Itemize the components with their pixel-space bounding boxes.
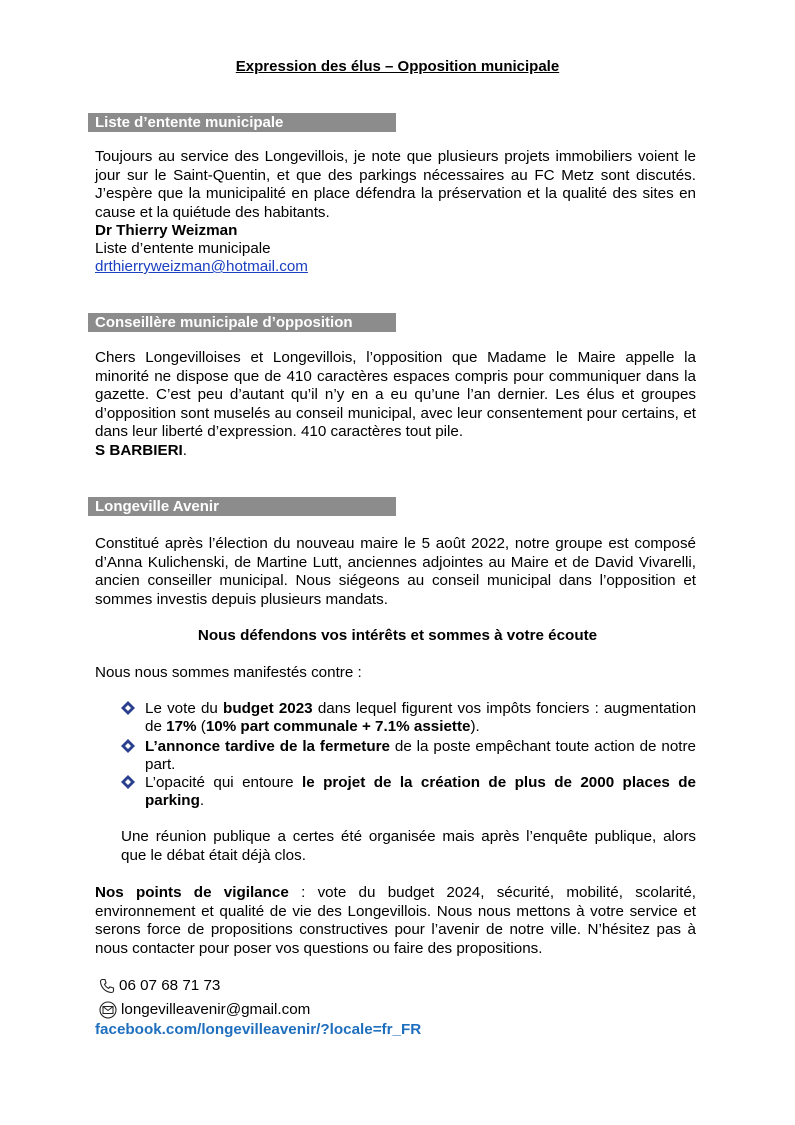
contact-email-link[interactable]: longevilleavenir@gmail.com: [121, 1001, 311, 1018]
facebook-link[interactable]: facebook.com/longevilleavenir/?locale=fr_FR: [95, 1021, 422, 1038]
section1-body: Toujours au service des Longevillois, je note que plusieurs projets immobiliers voient le jour sur le Saint-Quentin, et que des parkings nécessaires au FC Metz sont discutés. J’espère que la municipalité en place défendra la préservation et la qualité des sites en cause et la quiétude des habitants.: [95, 148, 696, 221]
section2-author-suffix: .: [182, 442, 187, 459]
bullet-text: [145, 700, 696, 736]
section2-body: Chers Longevilloises et Longevillois, l’opposition que Madame le Maire appelle la minorité ne dispose que de 410 caractères espaces compris pour communiquer dans la gazette. C’est peu d’autant qu’il n’y en a eu qu’une l’an dernier. Les élus et groupes d’opposition sont muselés au conseil municipal, avec leur consentement pour certains, et dans leur liberté d’expression. 410 caractères tout pile.: [95, 349, 696, 440]
section-heading-entente: Liste d’entente municipale: [88, 113, 396, 132]
bullet-segment: Le vote du: [145, 700, 224, 717]
envelope-icon: [99, 1001, 117, 1019]
vigilance-text: : vote du budget 2024, sécurité, mobilité, scolarité, environnement et qualité de vie des Longevillois. Nous nous mettons à votre service et serons force de propositions constructives pour l’avenir de notre ville. N’hésitez pas à nous contacter pour poser vos questions ou faire des propositions.: [95, 884, 696, 957]
section3-intro: Constitué après l’élection du nouveau maire le 5 août 2022, notre groupe est composé d’Anna Kulichenski, de Martine Lutt, anciennes adjointes au Maire et de David Vivarelli, ancien conseiller municipal. Nous siégeons au conseil municipal dans l’opposition et sommes investis depuis plusieurs mandats.: [95, 535, 696, 608]
email-contact: [99, 1001, 310, 1019]
section1-group: Liste d’entente municipale: [95, 240, 271, 257]
section-heading-conseillere: Conseillère municipale d’opposition: [88, 313, 396, 332]
diamond-bullet-icon: [121, 775, 135, 789]
vigilance-paragraph: [95, 884, 696, 958]
phone-number: 06 07 68 71 73: [119, 977, 221, 994]
page-title: Expression des élus – Opposition municipale: [235, 58, 560, 75]
list-item: [121, 700, 696, 736]
diamond-bullet-icon: [121, 739, 135, 753]
bullet-segment: le projet de la création de plus de 2000 places de parking: [145, 774, 696, 809]
section1-email-link[interactable]: drthierryweizman@hotmail.com: [95, 258, 308, 275]
reunion-paragraph: Une réunion publique a certes été organisée mais après l’enquête publique, alors que le débat était déjà clos.: [121, 828, 696, 864]
bullet-segment: L’annonce tardive de la fermeture: [145, 738, 390, 755]
bullet-segment: (: [196, 718, 206, 735]
bullet-segment: ).: [470, 718, 480, 735]
section3-subheading: Nous défendons vos intérêts et sommes à votre écoute: [197, 627, 598, 644]
bullet-text: [145, 774, 696, 810]
bullet-segment: .: [199, 792, 205, 809]
bullet-segment: budget 2023: [223, 700, 313, 717]
phone-icon: [99, 978, 115, 994]
manifest-intro: Nous nous sommes manifestés contre :: [95, 664, 362, 681]
section2-signature: [95, 442, 187, 460]
section1-author: Dr Thierry Weizman: [95, 222, 238, 239]
bullet-segment: dans lequel figurent vos impôts fonciers : augmentation de: [145, 700, 697, 735]
section-heading-longeville-avenir: Longeville Avenir: [88, 497, 396, 516]
bullet-segment: 17%: [166, 718, 197, 735]
vigilance-label: Nos points de vigilance: [95, 884, 289, 901]
list-item: [121, 774, 696, 810]
list-item: [121, 738, 696, 774]
bullet-text: [145, 738, 696, 774]
diamond-bullet-icon: [121, 701, 135, 715]
bullet-segment: L’opacité qui entoure: [145, 774, 302, 791]
phone-contact: [99, 977, 220, 995]
bullet-segment: de la poste empêchant toute action de notre part.: [145, 738, 696, 773]
section2-author: S BARBIERI: [95, 442, 183, 459]
bullet-segment: 10% part communale + 7.1% assiette: [205, 718, 471, 735]
